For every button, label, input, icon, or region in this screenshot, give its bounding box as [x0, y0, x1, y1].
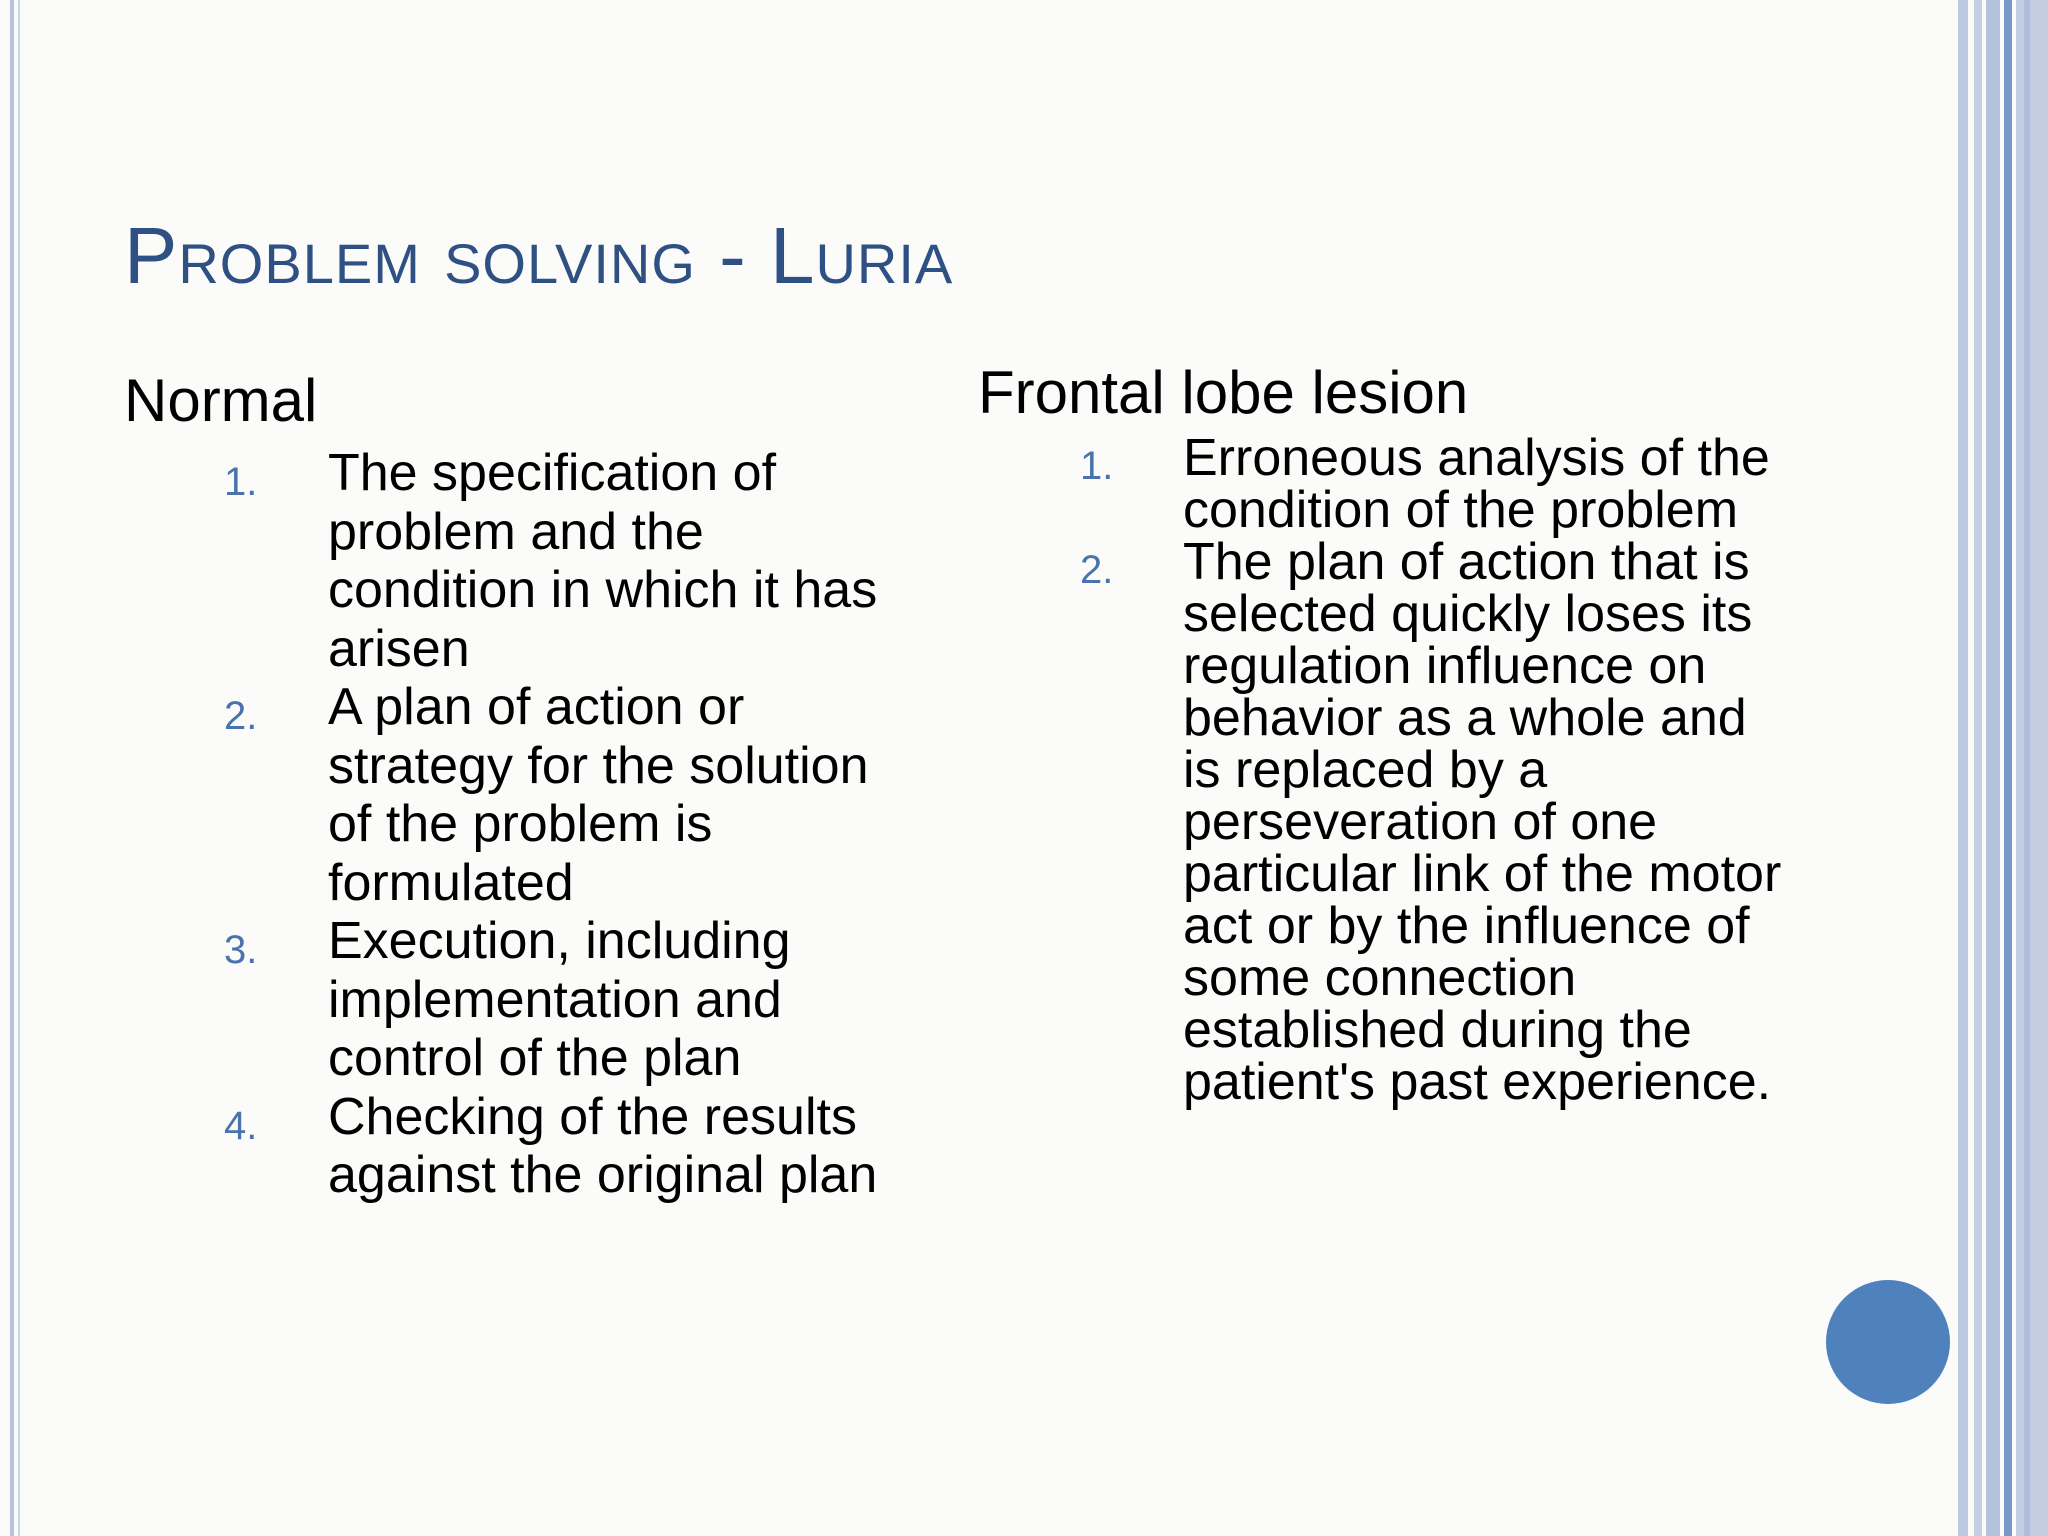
list-item [124, 444, 924, 678]
list-number: 3. [224, 928, 258, 972]
left-border-line [10, 0, 14, 1536]
frontal-lobe-list [978, 429, 1878, 1111]
right-border-band-dark [2004, 0, 2012, 1536]
slide-title: Problem solving - Luria [124, 211, 954, 300]
list-item-text: Execution, including implementation and control of the plan [328, 912, 791, 1087]
list-number: 1. [1080, 444, 1114, 488]
list-item [124, 1088, 924, 1205]
list-item [124, 678, 924, 912]
frontal-lobe-heading: Frontal lobe lesion [978, 359, 1469, 426]
normal-steps-list [124, 444, 924, 1205]
list-item-text: The specification of problem and the condition in which it has arisen [328, 444, 878, 678]
list-number: 1. [224, 460, 258, 504]
list-item [978, 429, 1878, 539]
list-item-text: Erroneous analysis of the condition of the problem [1183, 429, 1770, 539]
normal-heading: Normal [124, 367, 318, 434]
list-number: 4. [224, 1103, 258, 1148]
left-border-line-inner [18, 0, 20, 1536]
list-item-text: The plan of action that is selected quickly loses its regulation influence on behavior as a whole and is replaced by a perseveration of one particular link of the motor act or by the influence of some connection established during the patient's past experience. [1183, 533, 1782, 1111]
decorative-circle [1826, 1280, 1950, 1404]
right-border-band [1986, 0, 2000, 1536]
right-border-band [1958, 0, 1968, 1536]
right-border-band [2016, 0, 2048, 1536]
list-number: 2. [1080, 548, 1114, 592]
list-item [124, 912, 924, 1088]
list-item-text: A plan of action or strategy for the solution of the problem is formulated [328, 678, 869, 912]
list-number: 2. [224, 694, 258, 738]
right-border-band [2024, 0, 2030, 1536]
right-border-band [1974, 0, 1982, 1536]
list-item [978, 533, 1878, 1111]
list-item-text: Checking of the results against the original plan [328, 1087, 878, 1204]
